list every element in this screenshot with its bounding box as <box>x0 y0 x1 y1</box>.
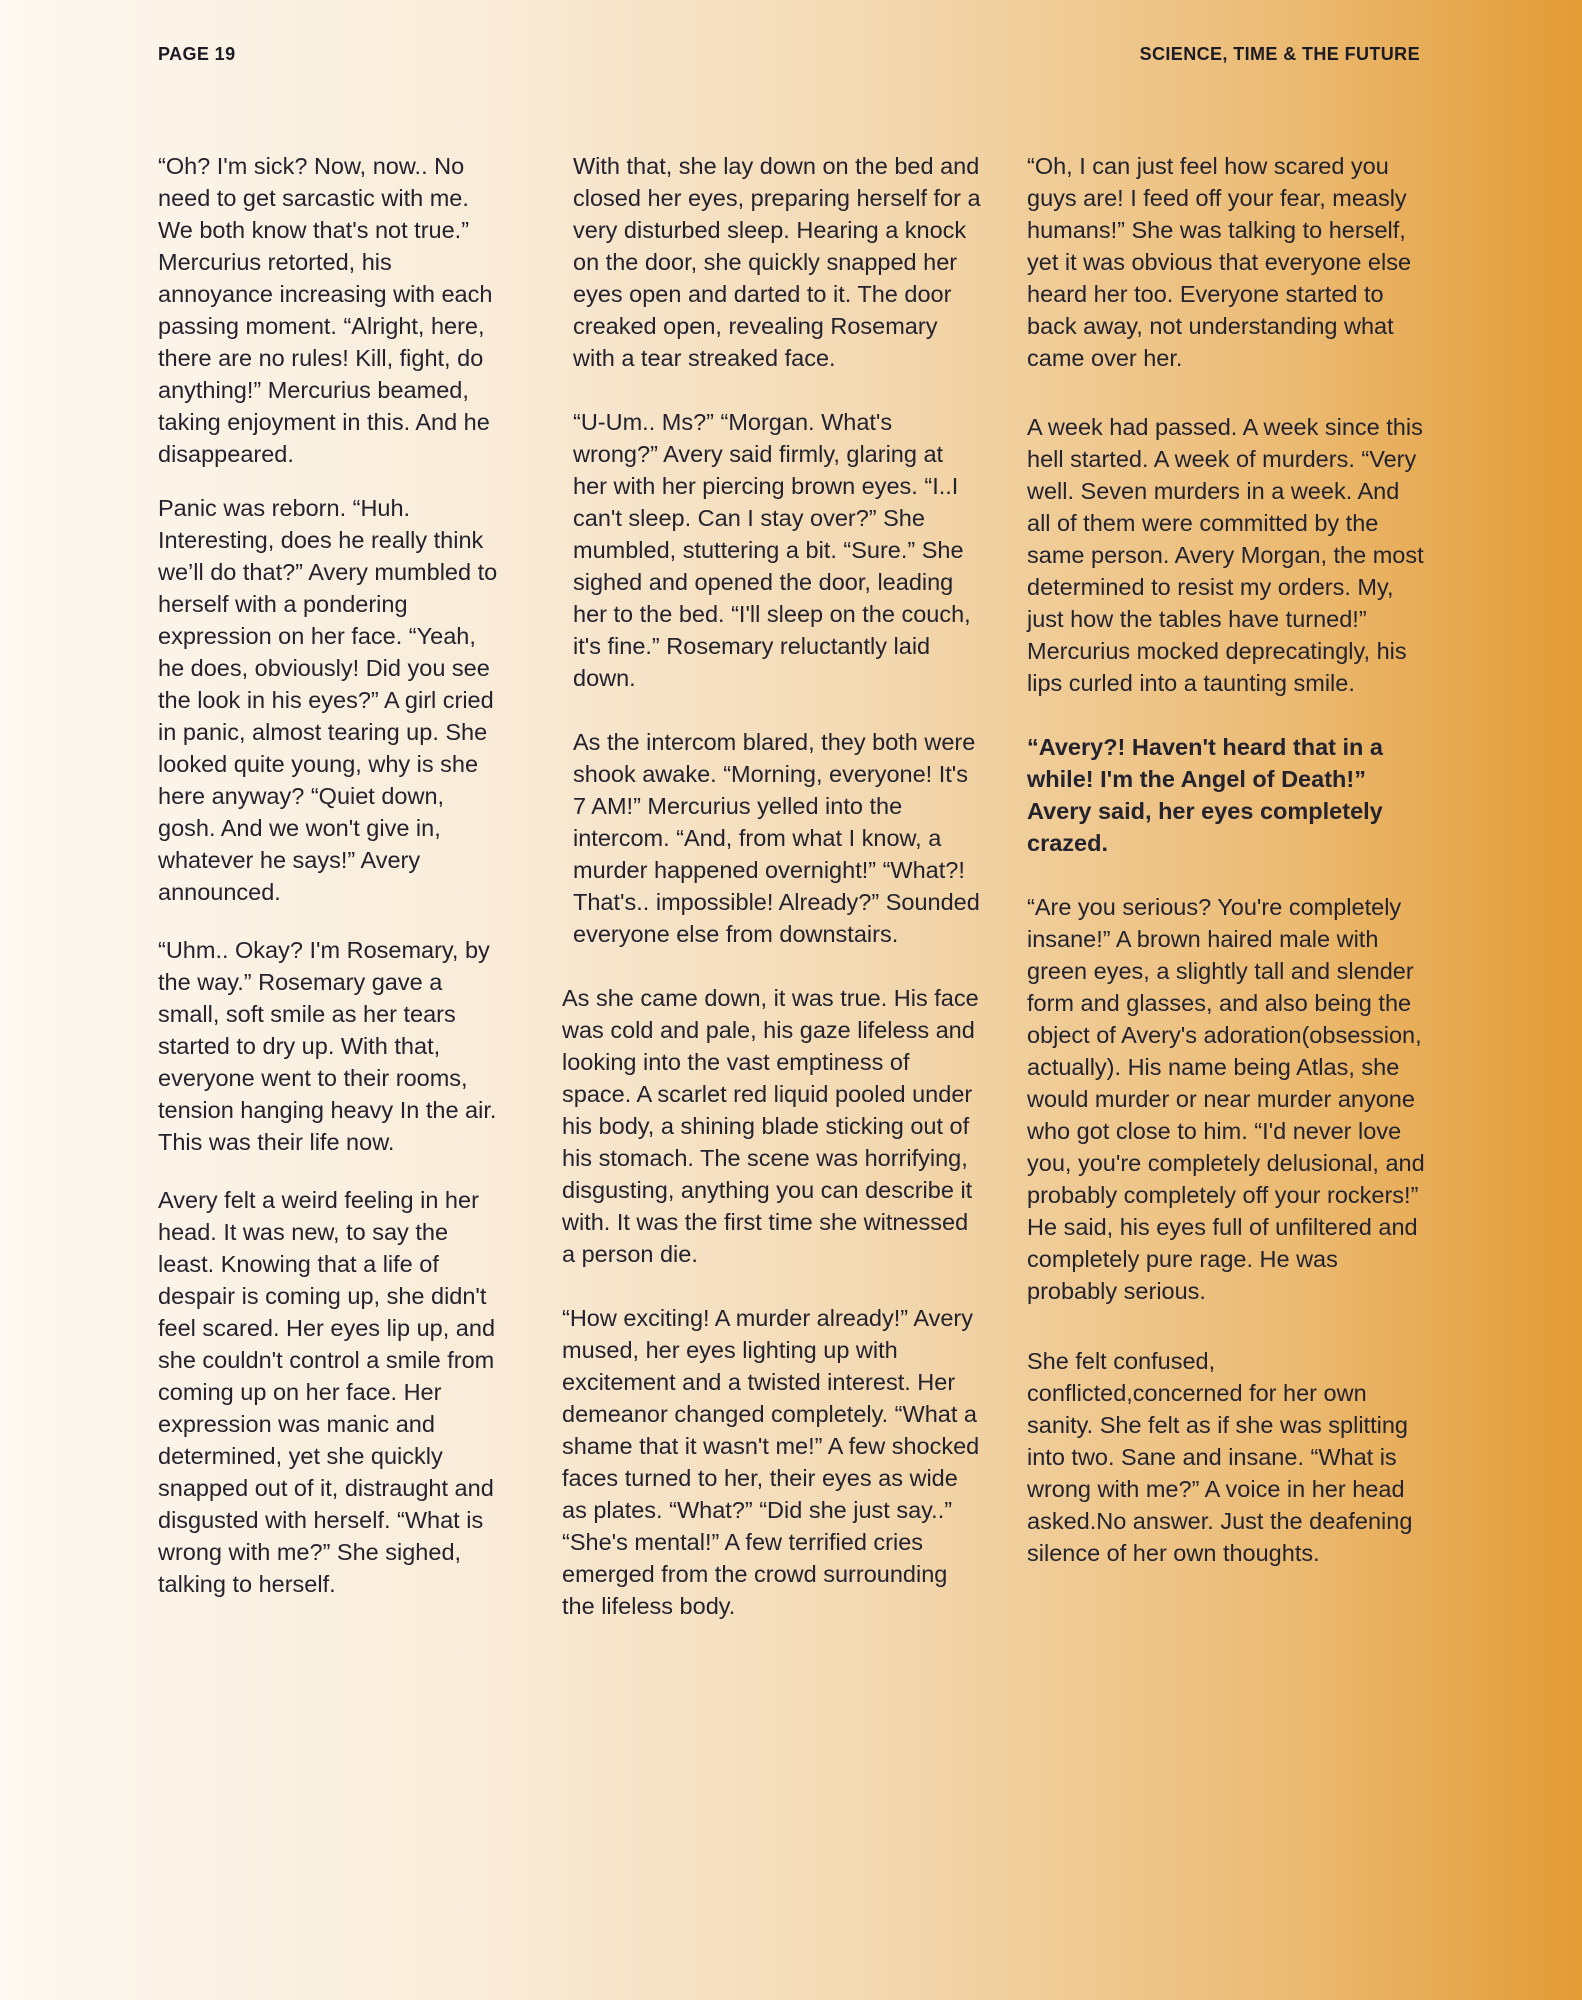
text-column-2 <box>562 150 982 1622</box>
text-column-3 <box>1027 150 1427 1569</box>
paragraph: “How exciting! A murder already!” Avery mused, her eyes lighting up with excitement and a twisted interest. Her demeanor changed completely. “What a shame that it wasn't me!” A few shocked faces turned to her, their eyes as wide as plates. “What?” “Did she just say..” “She's mental!” A few terrified cries emerged from the crowd surrounding the lifeless body. <box>562 1305 980 1619</box>
paragraph: A week had passed. A week since this hell started. A week of murders. “Very well. Seven murders in a week. And all of them were committed by the same person. Avery Morgan, the most determined to resist my orders. My, just how the tables have turned!” Mercurius mocked deprecatingly, his lips curled into a taunting smile. <box>1027 414 1424 696</box>
paragraph-emphasis: “Avery?! Haven't heard that in a while! I'm the Angel of Death!” Avery said, her eyes completely crazed. <box>1027 734 1383 856</box>
paragraph: She felt confused, conflicted,concerned for her own sanity. She felt as if she was splitting into two. Sane and insane. “What is wrong with me?” A voice in her head asked.No answer. Just the deafening silence of her own thoughts. <box>1027 1348 1413 1566</box>
paragraph: “Oh, I can just feel how scared you guys are! I feed off your fear, measly humans!” She was talking to herself, yet it was obvious that everyone else heard her too. Everyone started to back away, not understanding what came over her. <box>1027 153 1412 371</box>
section-title: SCIENCE, TIME & THE FUTURE <box>1139 44 1420 64</box>
paragraph: Avery felt a weird feeling in her head. It was new, to say the least. Knowing that a life of despair is coming up, she didn't feel scared. Her eyes lip up, and she couldn't control a smile from coming up on her face. Her expression was manic and determined, yet she quickly snapped out of it, distraught and disgusted with herself. “What is wrong with me?” She sighed, talking to herself. <box>158 1187 496 1597</box>
paragraph: “Are you serious? You're completely insane!” A brown haired male with green eyes, a slightly tall and slender form and glasses, and also being the object of Avery's adoration(obsession, actually). His name being Atlas, she would murder or near murder anyone who got close to him. “I'd never love you, you're completely delusional, and probably completely off your rockers!” He said, his eyes full of unfiltered and completely pure rage. He was probably serious. <box>1027 894 1425 1304</box>
paragraph: Panic was reborn. “Huh. Interesting, does he really think we’ll do that?” Avery mumbled to herself with a pondering expression on her face. “Yeah, he does, obviously! Did you see the look in his eyes?” A girl cried in panic, almost tearing up. She looked quite young, why is she here anyway? “Quiet down, gosh. And we won't give in, whatever he says!” Avery announced. <box>158 495 498 905</box>
paragraph: With that, she lay down on the bed and closed her eyes, preparing herself for a very disturbed sleep. Hearing a knock on the door, she quickly snapped her eyes open and darted to it. The door creaked open, revealing Rosemary with a tear streaked face. <box>573 153 981 371</box>
paragraph: “U-Um.. Ms?” “Morgan. What's wrong?” Avery said firmly, glaring at her with her piercing brown eyes. “I..I can't sleep. Can I stay over?” She mumbled, stuttering a bit. “Sure.” She sighed and opened the door, leading her to the bed. “I'll sleep on the couch, it's fine.” Rosemary reluctantly laid down. <box>573 409 971 691</box>
paragraph: “Oh? I'm sick? Now, now.. No need to get sarcastic with me. We both know that's not true.” Mercurius retorted, his annoyance increasing with each passing moment. “Alright, here, there are no rules! Kill, fight, do anything!” Mercurius beamed, taking enjoyment in this. And he disappeared. <box>158 153 493 467</box>
paragraph: “Uhm.. Okay? I'm Rosemary, by the way.” Rosemary gave a small, soft smile as her tears started to dry up. With that, everyone went to their rooms, tension hanging heavy In the air. This was their life now. <box>158 937 497 1155</box>
paragraph: As the intercom blared, they both were shook awake. “Morning, everyone! It's 7 AM!” Mercurius yelled into the intercom. “And, from what I know, a murder happened overnight!” “What?! That's.. impossible! Already?” Sounded everyone else from downstairs. <box>573 729 980 947</box>
paragraph: As she came down, it was true. His face was cold and pale, his gaze lifeless and looking into the vast emptiness of space. A scarlet red liquid pooled under his body, a shining blade sticking out of his stomach. The scene was horrifying, disgusting, anything you can describe it with. It was the first time she witnessed a person die. <box>562 985 979 1267</box>
text-column-1 <box>158 150 500 1600</box>
page-number: PAGE 19 <box>158 44 236 64</box>
